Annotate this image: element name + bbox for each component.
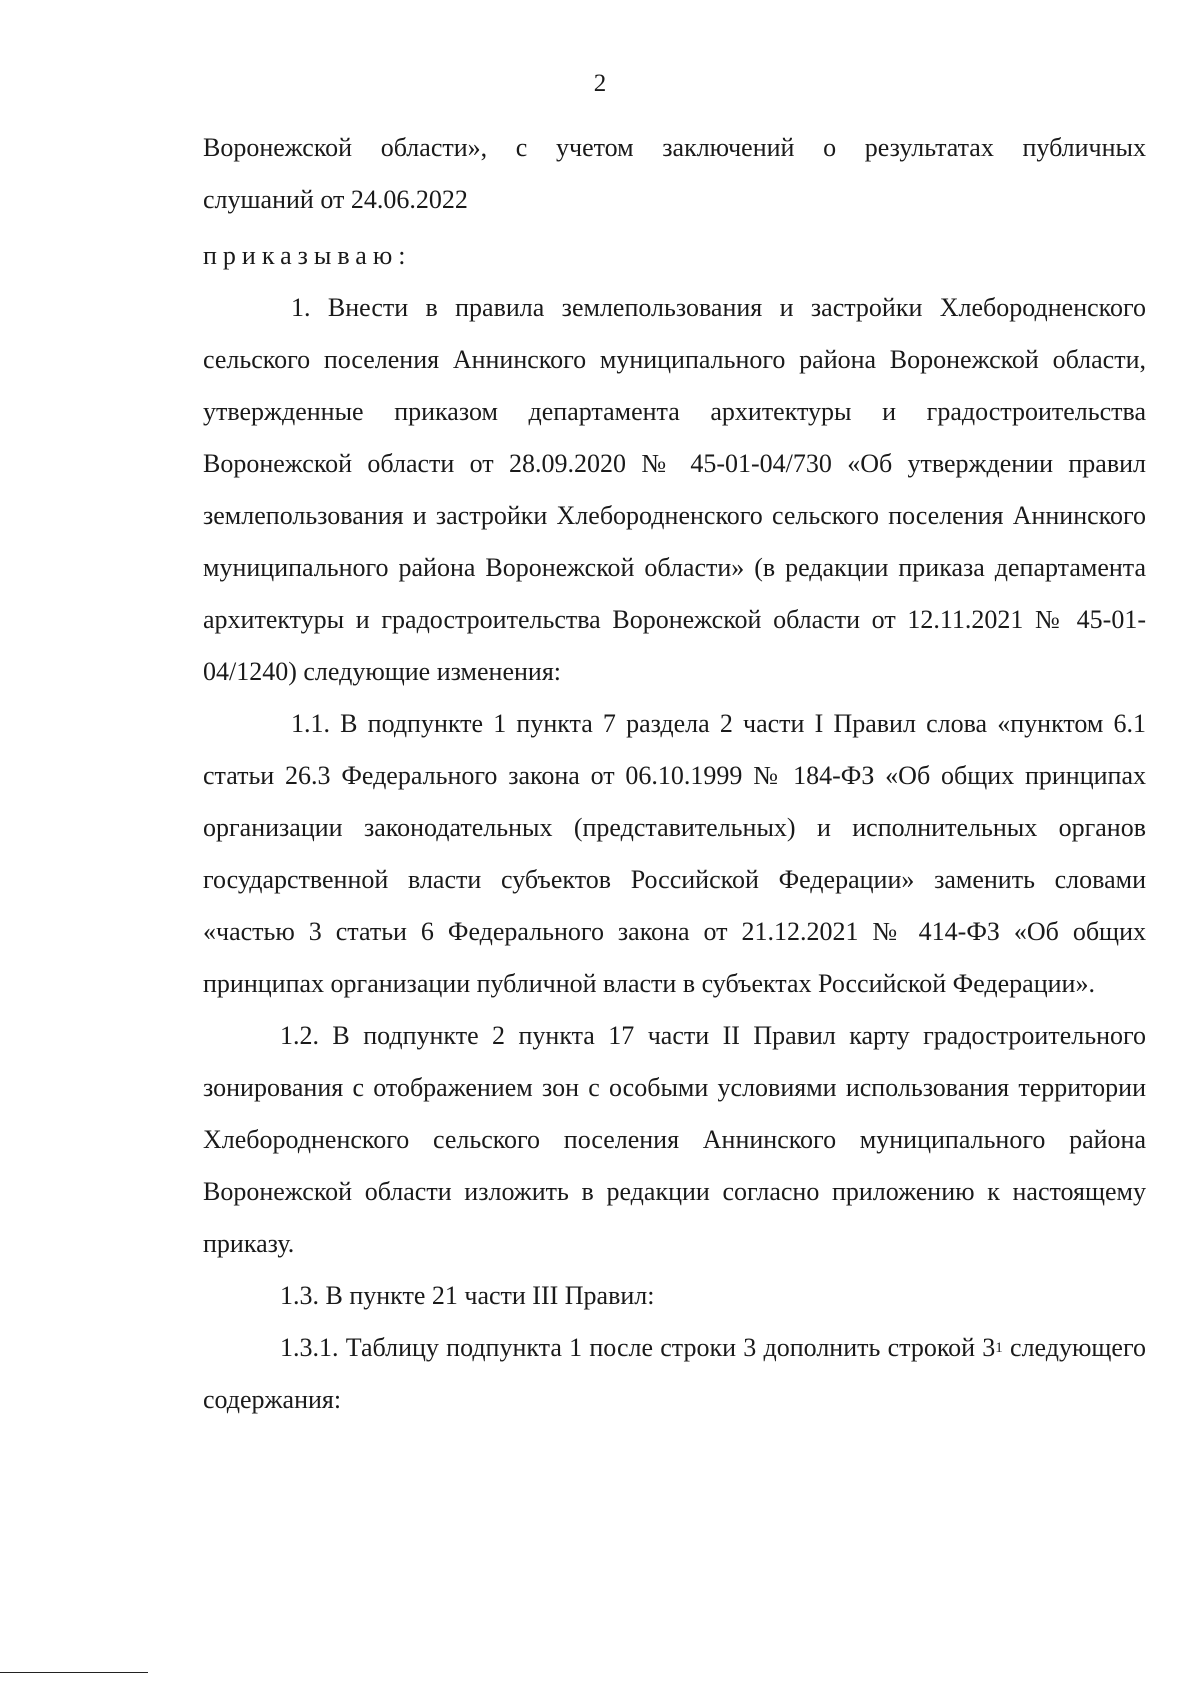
item-1-3-1-superscript: 1 xyxy=(995,1340,1003,1356)
intro-line-1: Воронежской области», с учетом заключений о результатах публичных xyxy=(203,133,1146,162)
intro-paragraph xyxy=(203,122,1146,226)
item-1-1-paragraph: 1.1. В подпункте 1 пункта 7 раздела 2 части I Правил слова «пунктом 6.1 статьи 26.3 Федерального закона от 06.10.1999 № 184-ФЗ «Об общих принципах организации законодательных (представительных) и исполнительных органов государственной власти субъектов Российской Федерации» заменить словами «частью 3 статьи 6 Федерального закона от 21.12.2021 № 414-ФЗ «Об общих принципах организации публичной власти в субъектах Российской Федерации». xyxy=(203,709,1146,998)
item-1-3-1-paragraph xyxy=(203,1322,1146,1426)
item-1-2-paragraph: 1.2. В подпункте 2 пункта 17 части II Правил карту градостроительного зонирования с отображением зон с особыми условиями использования территории Хлебородненского сельского поселения Аннинского муниципального района Воронежской области изложить в редакции согласно приложению к настоящему приказу. xyxy=(203,1021,1146,1258)
order-word: приказываю: xyxy=(203,241,412,270)
item-1-3-1-text: 1.3.1. Таблицу подпункта 1 после строки 3 дополнить строкой 3 xyxy=(280,1333,996,1362)
document-body xyxy=(203,122,1146,1426)
item-1-3-1-continuation: следующего содержания: xyxy=(203,1333,1146,1414)
footnote-rule xyxy=(0,1672,148,1673)
item-1-3-paragraph: 1.3. В пункте 21 части III Правил: xyxy=(280,1281,655,1310)
intro-line-2: слушаний от 24.06.2022 xyxy=(203,185,468,214)
page-number: 2 xyxy=(593,70,607,97)
item-1-paragraph: 1. Внести в правила землепользования и застройки Хлебородненского сельского поселения Аннинского муниципального района Воронежской области, утвержденные приказом департамента архитектуры и градостроительства Воронежской области от 28.09.2020 № 45-01-04/730 «Об утверждении правил землепользования и застройки Хлебородненского сельского поселения Аннинского муниципального района Воронежской области» (в редакции приказа департамента архитектуры и градостроительства Воронежской области от 12.11.2021 № 45-01-04/1240) следующие изменения: xyxy=(203,293,1146,686)
